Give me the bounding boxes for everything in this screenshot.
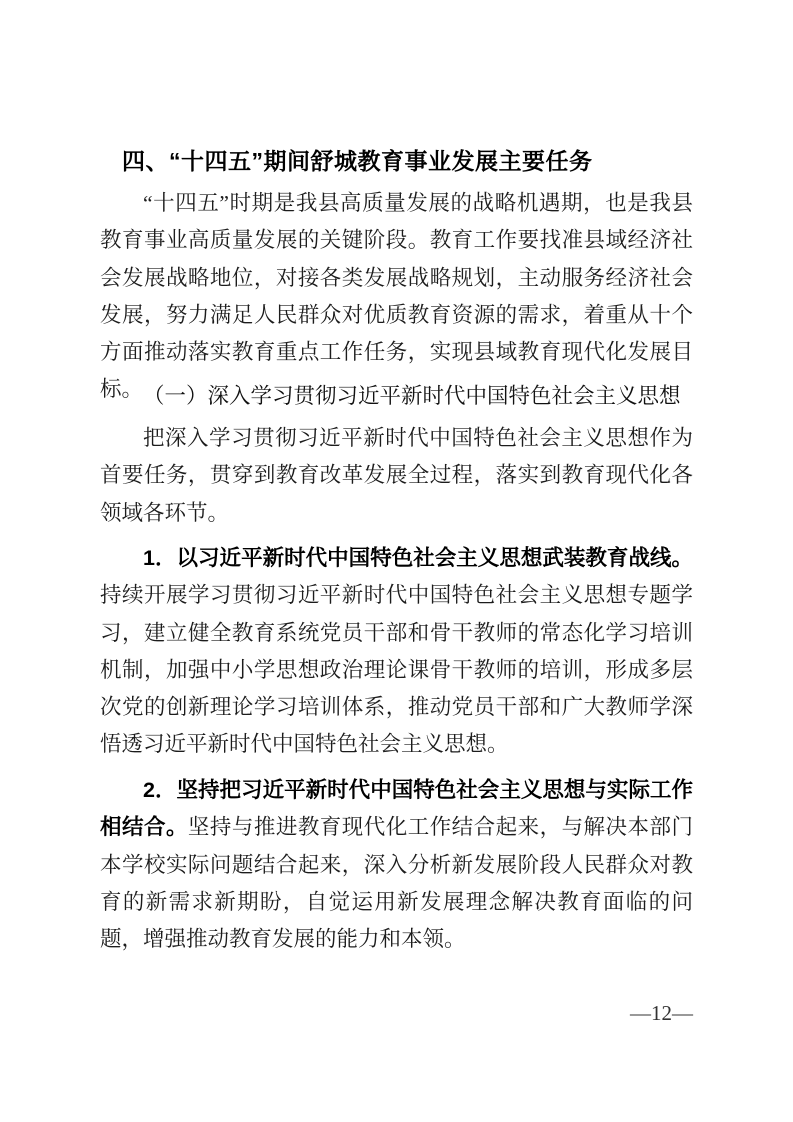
- item-1-lead: 1．以习近平新时代中国特色社会主义思想武装教育战线。: [143, 546, 693, 570]
- section-1-heading: （一）深入学习贯彻习近平新时代中国特色社会主义思想: [143, 384, 681, 408]
- main-heading: 四、“十四五”期间舒城教育事业发展主要任务: [122, 148, 593, 174]
- section-1-paragraph: 把深入学习贯彻习近平新时代中国特色社会主义思想作为首要任务，贯穿到教育改革发展全过程，落实到教育现代化各领域各环节。: [100, 426, 693, 525]
- item-2-lead: 2．坚持把习近平新时代中国特色社会主义思想与实际工作相结合。: [100, 778, 693, 840]
- page-content: [100, 0, 693, 1122]
- intro-paragraph: “十四五”时期是我县高质量发展的战略机遇期，也是我县教育事业高质量发展的关键阶段。教育工作要找准县域经济社会发展战略地位，对接各类发展战略规划，主动服务经济社会发展，努力满足人民群众对优质教育资源的需求，着重从十个方面推动落实教育重点工作任务，实现县域教育现代化发展目标。: [100, 191, 693, 402]
- item-1-paragraph: [100, 540, 693, 764]
- item-2-body: 坚持与推进教育现代化工作结合起来，与解决本部门本学校实际问题结合起来，深入分析新发展阶段人民群众对教育的新需求新期盼，自觉运用新发展理念解决教育面临的问题，增强推动教育发展的能力和本领。: [100, 815, 693, 952]
- item-2-paragraph: [100, 772, 693, 958]
- item-1-body: 持续开展学习贯彻习近平新时代中国特色社会主义思想专题学习，建立健全教育系统党员干部和骨干教师的常态化学习培训机制，加强中小学思想政治理论课骨干教师的培训，形成多层次党的创新理论学习培训体系，推动党员干部和广大教师学深悟透习近平新时代中国特色社会主义思想。: [100, 583, 693, 757]
- page-number: —12—: [630, 1001, 693, 1025]
